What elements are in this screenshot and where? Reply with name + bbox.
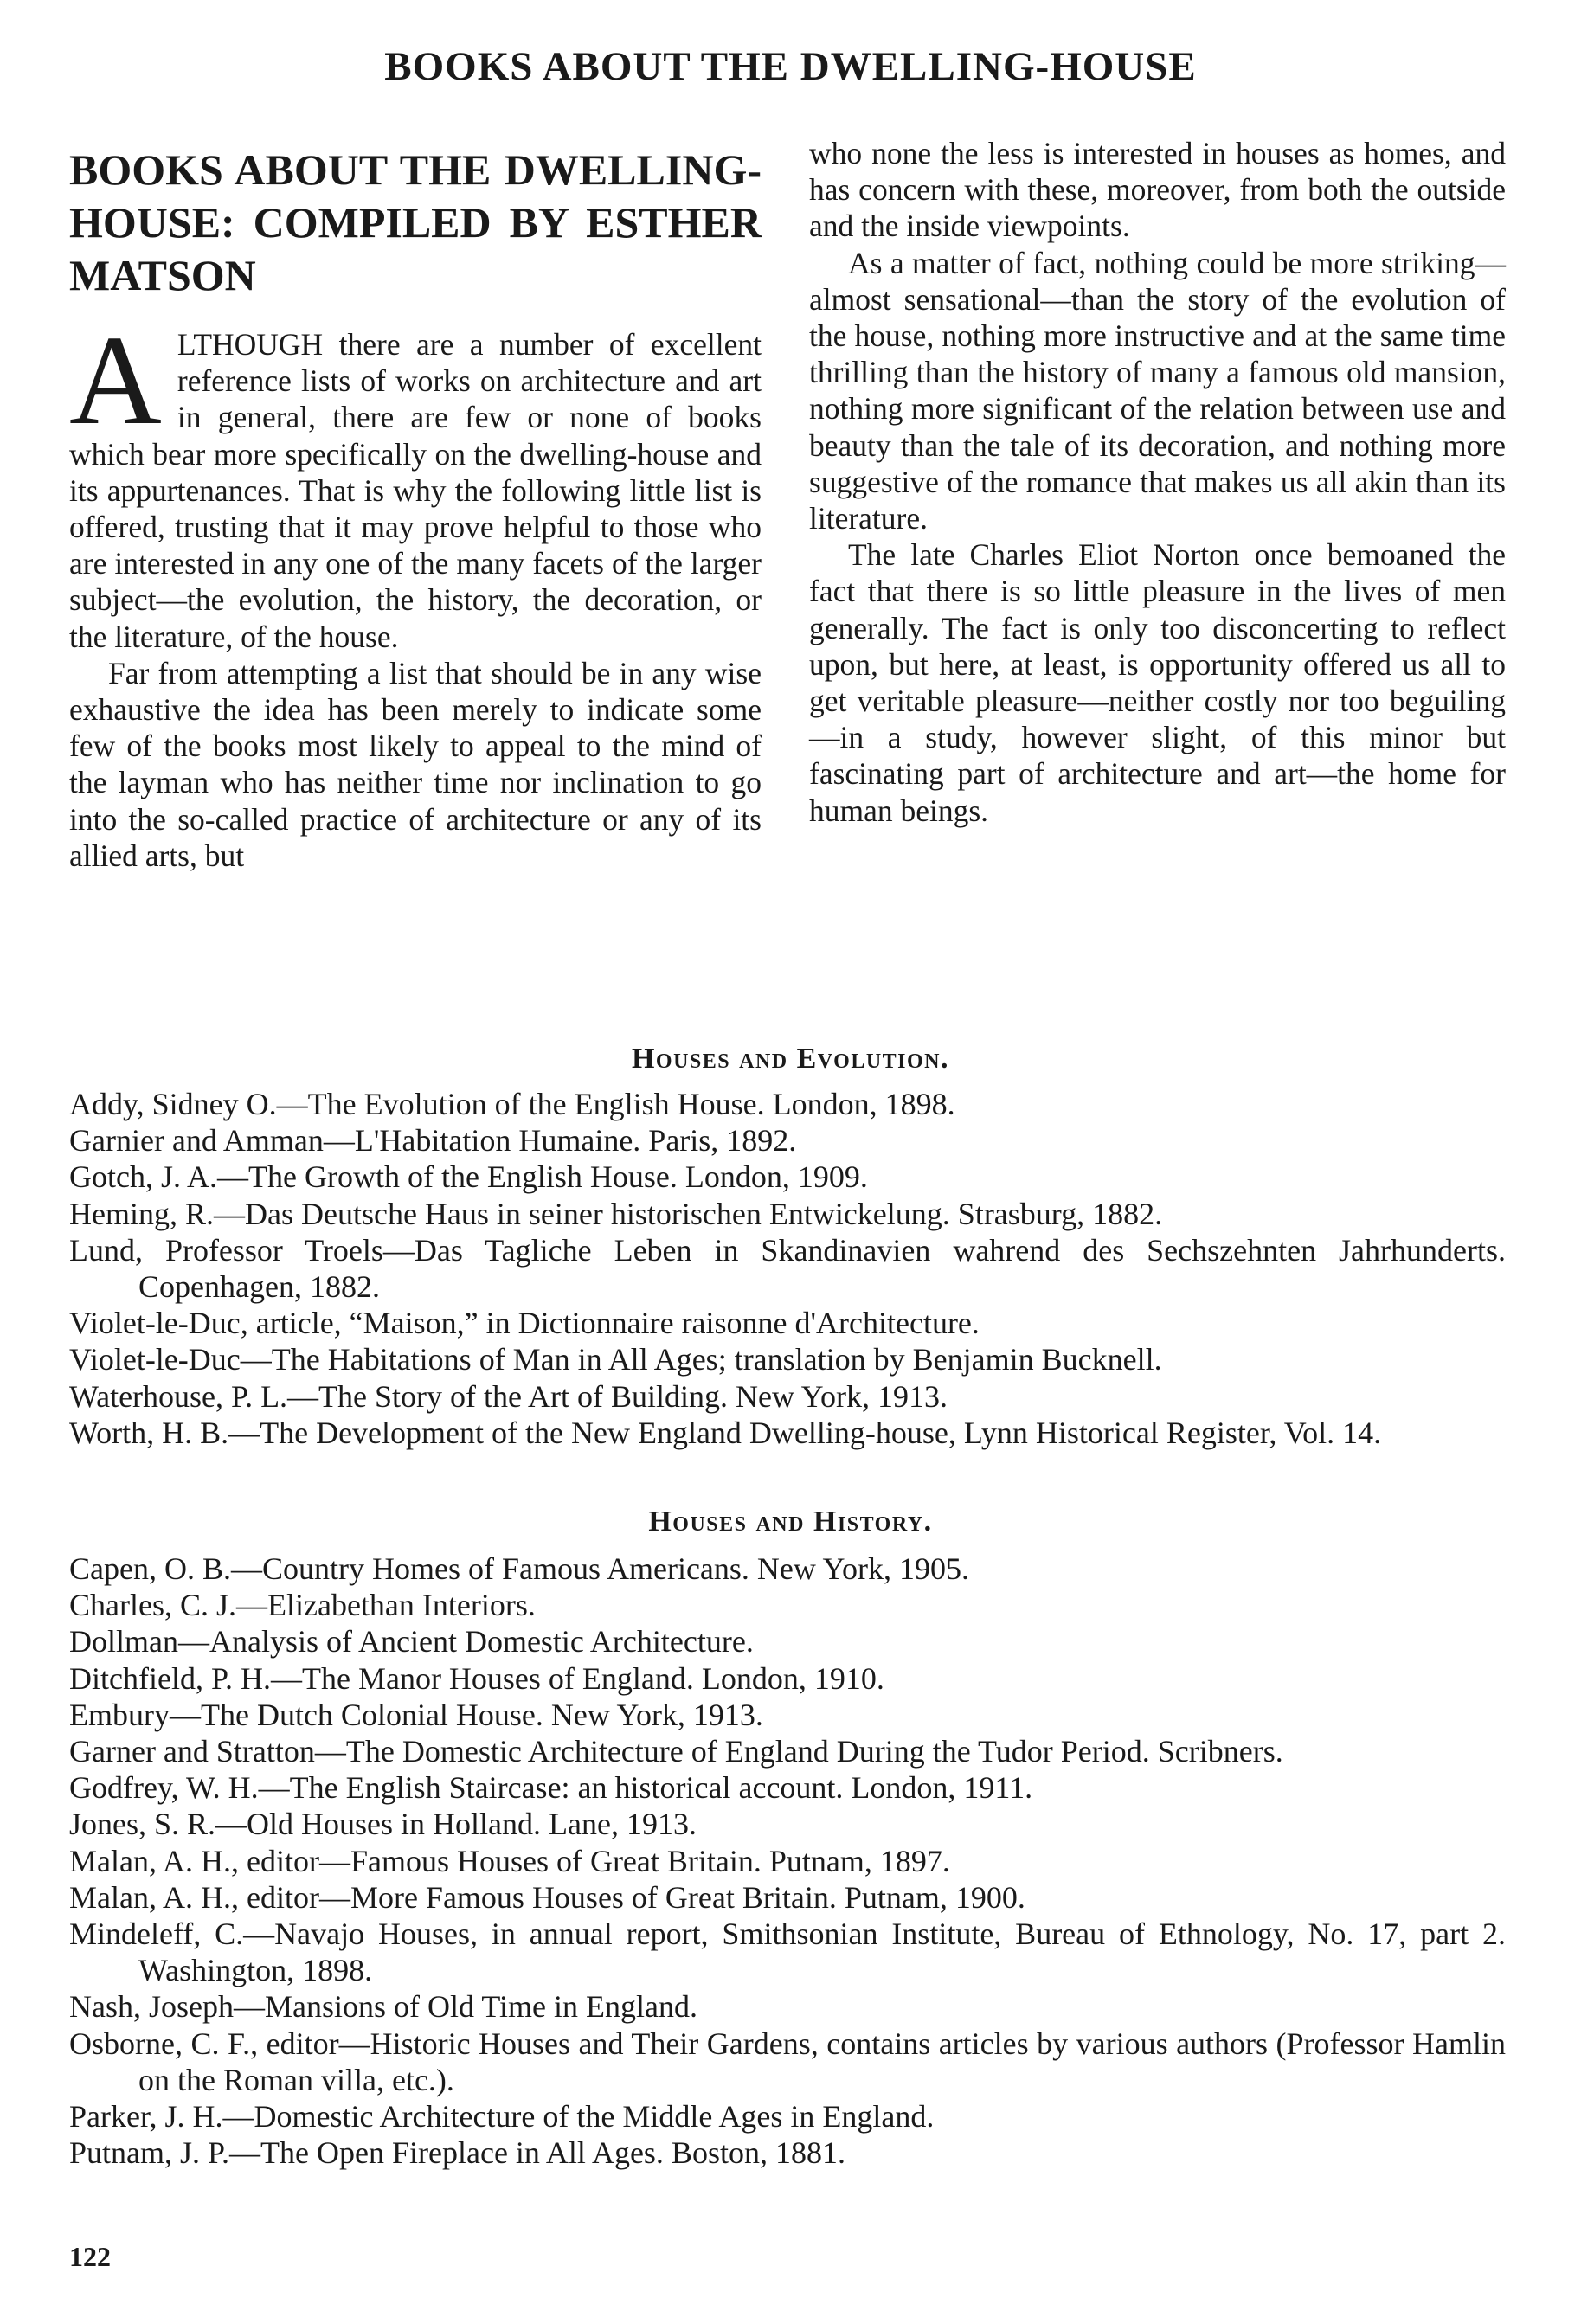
bibliography-entry: Garnier and Amman—L'Habitation Humaine. Paris, 1892. — [69, 1123, 797, 1159]
third-paragraph: As a matter of fact, nothing could be more striking—almost sensational—than the story of the evolution of the house, nothing more instructive and at the same time thrilling than the history of many a famous old mansion, nothing more significant of the relation between use and beauty than the tale of its decoration, and nothing more suggestive of the romance that makes us all akin than its literature. — [809, 245, 1506, 536]
left-column — [69, 130, 762, 874]
bibliography-entry: Godfrey, W. H.—The English Staircase: an historical account. London, 1911. — [69, 1770, 1033, 1806]
bibliography-entry: Osborne, C. F., editor—Historic Houses and Their Gardens, contains articles by various authors (Professor Hamlin on the Roman villa, etc.). — [69, 2025, 1506, 2097]
bibliography-entry: Malan, A. H., editor—Famous Houses of Great Britain. Putnam, 1897. — [69, 1843, 950, 1878]
section-heading-history: Houses and History. — [648, 1505, 933, 1538]
bibliography-entry: Capen, O. B.—Country Homes of Famous Americans. New York, 1905. — [69, 1551, 969, 1586]
bibliography-entry: Parker, J. H.—Domestic Architecture of the Middle Ages in England. — [69, 2099, 935, 2135]
bibliography-entry: Violet-le-Duc, article, “Maison,” in Dictionnaire raisonne d'Architecture. — [69, 1306, 980, 1341]
bibliography-entry: Addy, Sidney O.—The Evolution of the English House. London, 1898. — [69, 1087, 955, 1121]
bibliography-entry: Nash, Joseph—Mansions of Old Time in England. — [69, 1989, 698, 2025]
running-head: BOOKS ABOUT THE DWELLING-HOUSE — [384, 44, 1197, 89]
bibliography-entry: Putnam, J. P.—The Open Fireplace in All Ages. Boston, 1881. — [69, 2135, 845, 2171]
bibliography-entry: Worth, H. B.—The Development of the New England Dwelling-house, Lynn Historical Register, Vol. 14. — [69, 1415, 1382, 1450]
bibliography-entry: Dollman—Analysis of Ancient Domestic Architecture. — [69, 1624, 754, 1660]
page-number: 122 — [69, 2241, 111, 2272]
bibliography-entry: Ditchfield, P. H.—The Manor Houses of England. London, 1910. — [69, 1660, 884, 1696]
bibliography-entry: Malan, A. H., editor—More Famous Houses of Great Britain. Putnam, 1900. — [69, 1879, 1025, 1915]
bibliography-entry: Embury—The Dutch Colonial House. New York, 1913. — [69, 1697, 763, 1732]
fourth-paragraph: The late Charles Eliot Norton once bemoaned the fact that there is so little pleasure in the lives of men generally. The fact is only too disconcerting to reflect upon, but here, at least, is opportunity offered us all to get veritable pleasure—neither costly nor too beguiling—in a study, however slight, of this minor but fascinating part of architecture and art—the home for human beings. — [809, 537, 1506, 828]
bibliography-history — [69, 1550, 1506, 2171]
bibliography-entry: Jones, S. R.—Old Houses in Holland. Lane, 1913. — [69, 1807, 697, 1842]
bibliography-evolution — [69, 1086, 1506, 1451]
drop-cap: A — [69, 310, 162, 452]
section-heading-evolution: Houses and Evolution. — [631, 1043, 950, 1075]
bibliography-entry: Heming, R.—Das Deutsche Haus in seiner historischen Entwickelung. Strasburg, 1882. — [69, 1196, 1163, 1231]
bibliography-entry: Violet-le-Duc—The Habitations of Man in All Ages; translation by Benjamin Bucknell. — [69, 1342, 1162, 1377]
intro-paragraph-text: LTHOUGH there are a number of excellent reference lists of works on architecture and art in general, there are few or none of books which bear more specifically on the dwelling-house and its appurtenances. That is why the following little list is offered, trusting that it may prove helpful to those who are interested in any one of the many facets of the larger subject—the evolution, the history, the decoration, or the literature, of the house. — [69, 327, 762, 654]
bibliography-entry: Garner and Stratton—The Domestic Architecture of England During the Tudor Period. Scribners. — [69, 1734, 1283, 1769]
article-title: BOOKS ABOUT THE DWELLING-HOUSE: COMPILED BY ESTHER MATSON — [69, 145, 762, 299]
bibliography-entry: Mindeleff, C.—Navajo Houses, in annual report, Smithsonian Institute, Bureau of Ethnology, No. 17, part 2. Washington, 1898. — [69, 1916, 1506, 1988]
bibliography-entry: Waterhouse, P. L.—The Story of the Art of Building. New York, 1913. — [69, 1378, 948, 1414]
bibliography-entry: Lund, Professor Troels—Das Tagliche Leben in Skandinavien wahrend des Sechszehnten Jahrhunderts. Copenhagen, 1882. — [69, 1232, 1506, 1305]
right-column — [809, 135, 1506, 829]
bibliography-entry: Gotch, J. A.—The Growth of the English House. London, 1909. — [69, 1159, 868, 1195]
second-paragraph-end: who none the less is interested in houses as homes, and has concern with these, moreover, from both the outside and the inside viewpoints. — [809, 136, 1506, 244]
second-paragraph-start: Far from attempting a list that should be in any wise exhaustive the idea has been merely to indicate some few of the books most likely to appeal to the mind of the layman who has neither time nor inclination to go into the so-called practice of architecture or any of its allied arts, but — [69, 655, 762, 873]
intro-paragraph — [69, 310, 762, 655]
bibliography-entry: Charles, C. J.—Elizabethan Interiors. — [69, 1588, 536, 1623]
